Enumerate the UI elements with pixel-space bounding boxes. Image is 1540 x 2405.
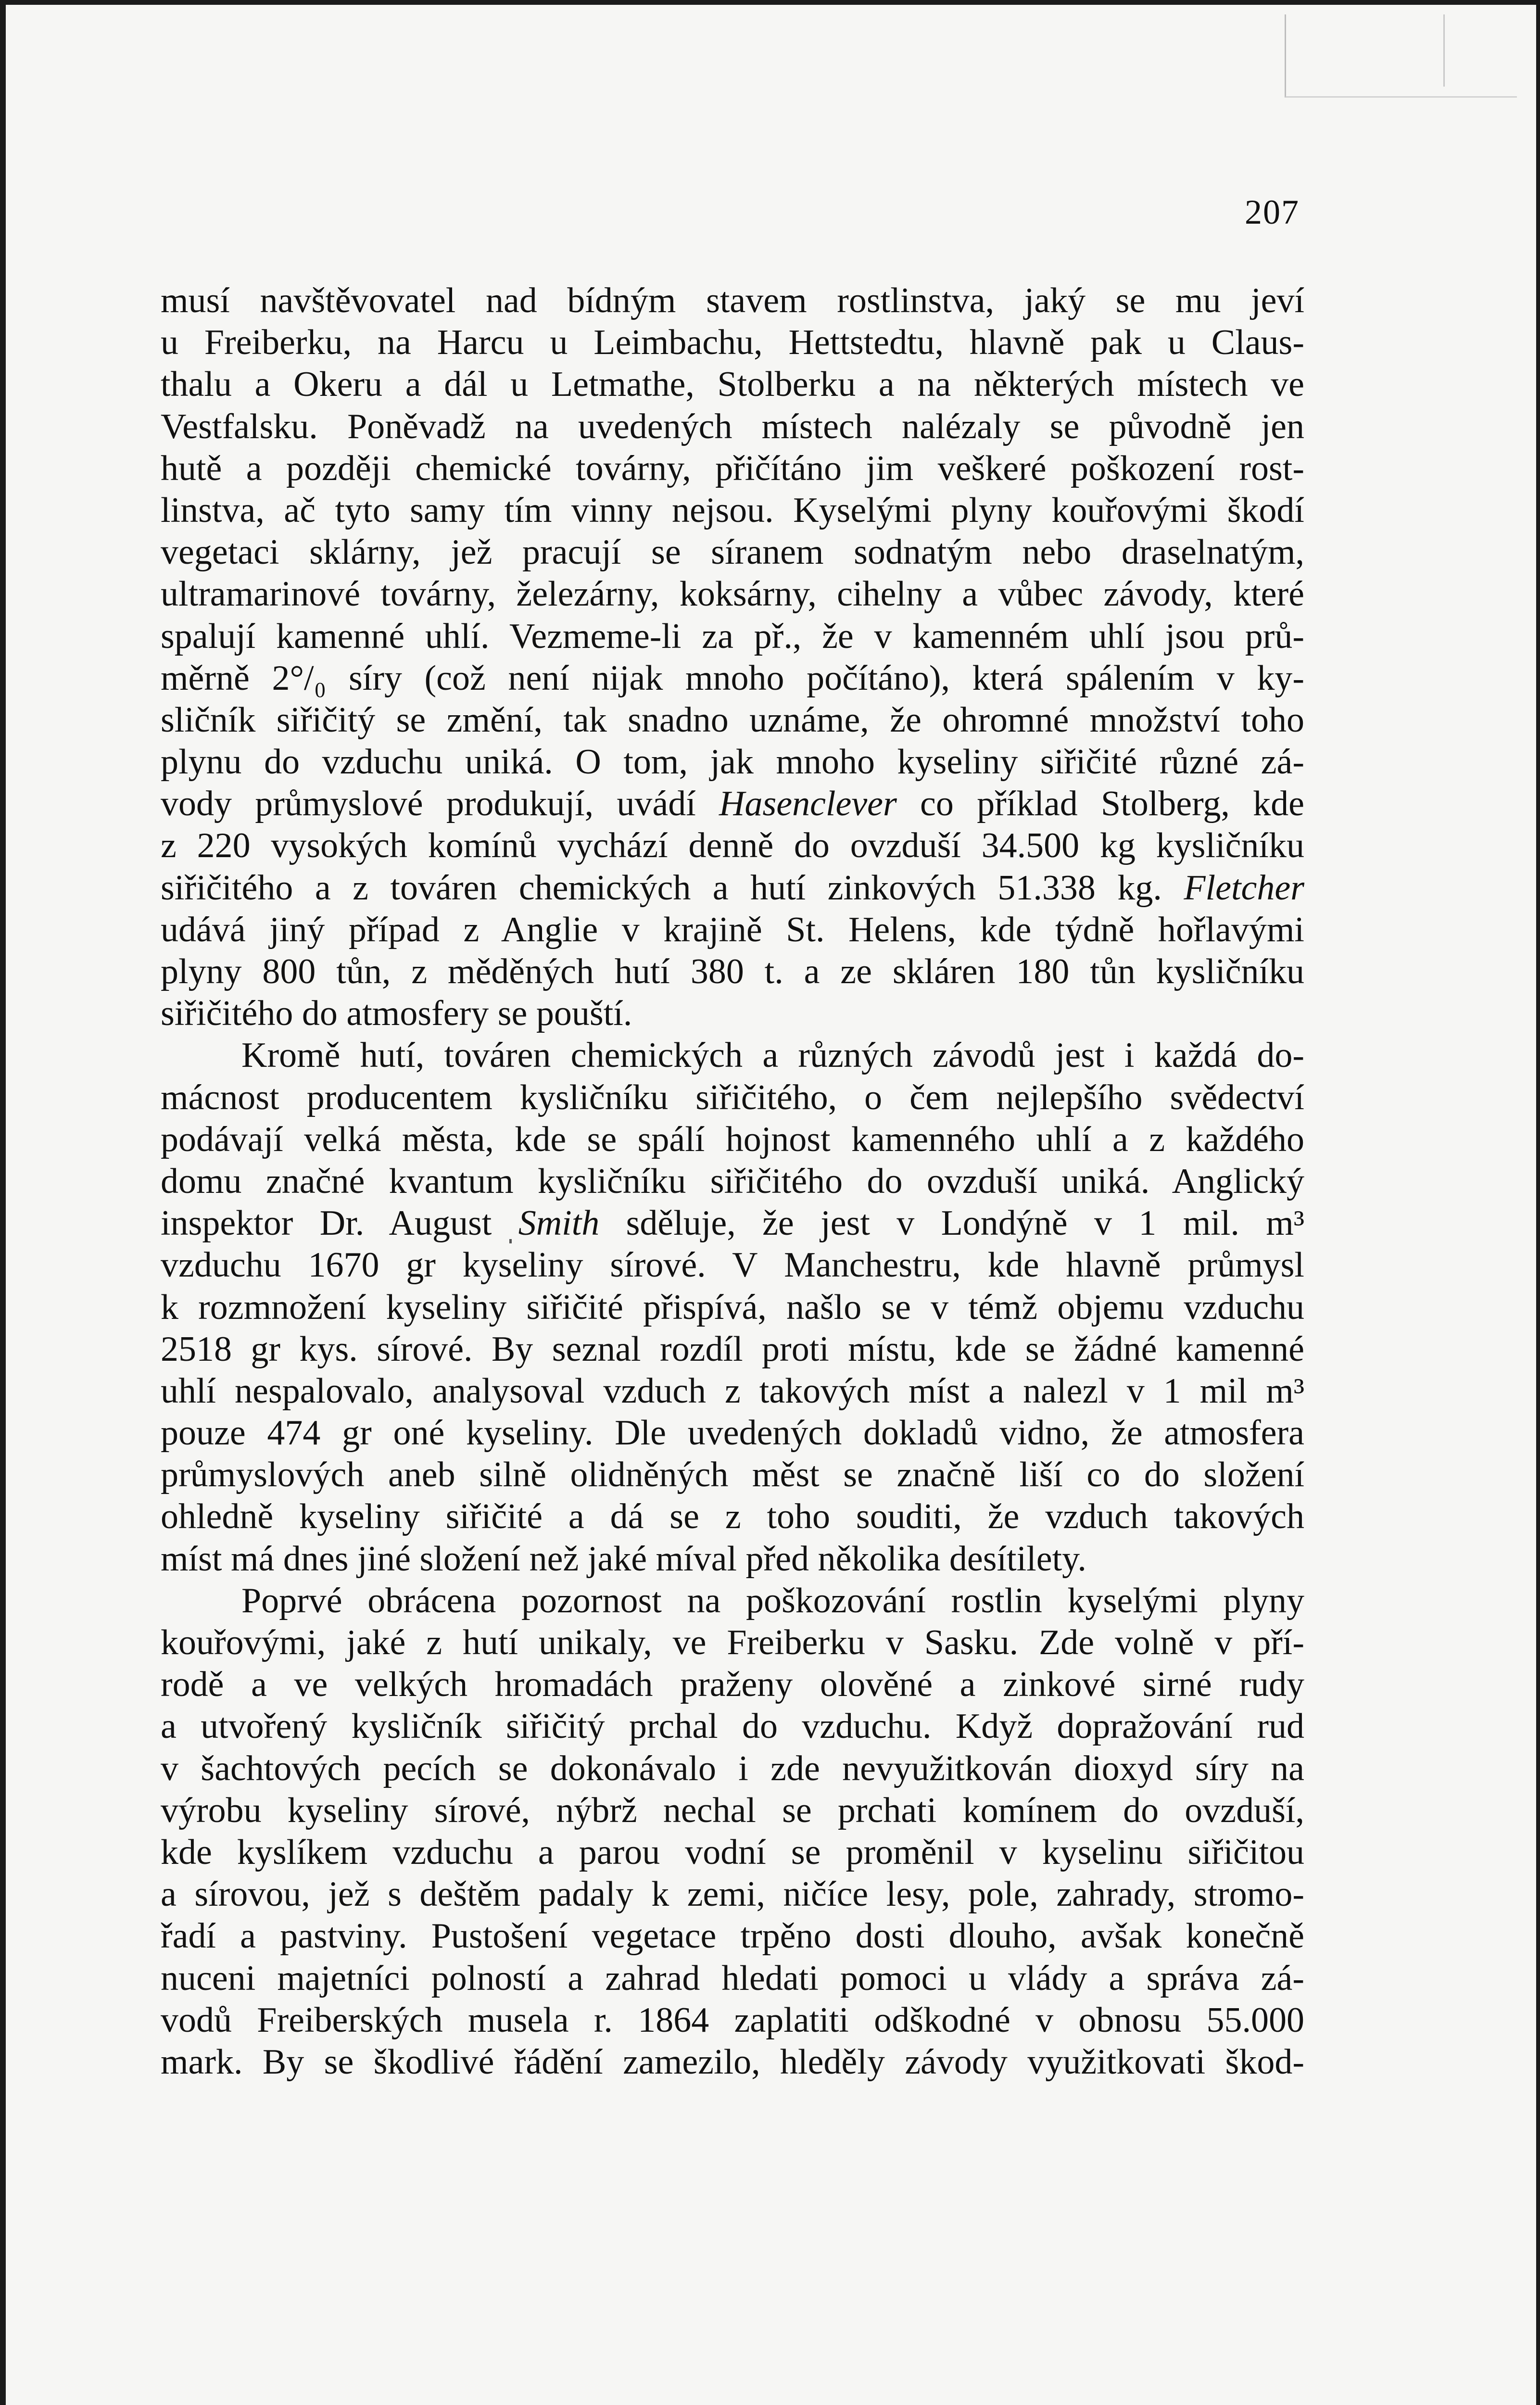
text-line: a sírovou, jež s deštěm padaly k zemi, ničíce lesy, pole, zahrady, stromo- — [161, 1874, 1304, 1914]
author-name: Smith — [518, 1203, 600, 1243]
text-line: plynu do vzduchu uniká. O tom, jak mnoho kyseliny siřičité různé zá- — [161, 742, 1304, 782]
text-line: spalují kamenné uhlí. Vezmeme-li za př., že v kamenném uhlí jsou prů- — [161, 616, 1304, 656]
book-page — [6, 5, 1536, 2405]
page-number: 207 — [1245, 193, 1300, 231]
text-line: a utvořený kysličník siřičitý prchal do vzduchu. Když dopražování rud — [161, 1707, 1304, 1747]
text-line: musí navštěvovatel nad bídným stavem rostlinstva, jaký se mu jeví — [161, 281, 1304, 320]
text-line: siřičitého a z továren chemických a hutí zinkových 51.338 kg. Fletcher — [161, 868, 1304, 908]
text-line: plyny 800 tůn, z měděných hutí 380 t. a ze skláren 180 tůn kysličníku — [161, 952, 1304, 991]
text-line: k rozmnožení kyseliny siřičité přispívá, našlo se v témž objemu vzduchu — [161, 1287, 1304, 1327]
text-line: průmyslových aneb silně olidněných měst se značně liší co do složení — [161, 1455, 1304, 1495]
text-line: domu značné kvantum kysličníku siřičitého do ovzduší uniká. Anglický — [161, 1161, 1304, 1201]
text-line: měrně 2°/₀ síry (což není nijak mnoho počítáno), která spálením v ky- — [161, 658, 1304, 698]
text-line: ultramarinové továrny, železárny, koksárny, cihelny a vůbec závody, které — [161, 574, 1304, 614]
text-line: uhlí nespalovalo, analysoval vzduch z takových míst a nalezl v 1 mil m³ — [161, 1371, 1304, 1411]
scan-edge-marks — [1285, 14, 1517, 98]
text-line: míst má dnes jiné složení než jaké míval před několika desítilety. — [161, 1539, 1086, 1579]
text-line: vody průmyslové produkují, uvádí Hasenclever co příklad Stolberg, kde — [161, 784, 1304, 824]
text-line: inspektor Dr. August Smith sděluje, že jest v Londýně v 1 mil. m³ — [161, 1203, 1305, 1243]
text-line: kouřovými, jaké z hutí unikaly, ve Freiberku v Sasku. Zde volně v pří- — [161, 1623, 1304, 1662]
text-line: nuceni majetníci polností a zahrad hledati pomoci u vlády a správa zá- — [161, 1958, 1304, 1998]
text-line: mácnost producentem kysličníku siřičitého, o čem nejlepšího svědectví — [161, 1077, 1304, 1117]
paragraph-first-line: Kromě hutí, továren chemických a různých závodů jest i každá do- — [241, 1036, 1304, 1076]
author-name: Hasenclever — [719, 784, 897, 824]
text-line: thalu a Okeru a dál u Letmathe, Stolberku a na některých místech ve — [161, 365, 1304, 405]
text-line: v šachtových pecích se dokonávalo i zde nevyužitkován dioxyd síry na — [161, 1748, 1304, 1788]
text-line: vegetaci sklárny, jež pracují se síranem sodnatým nebo draselnatým, — [161, 532, 1304, 572]
text-line: rodě a ve velkých hromadách praženy olověné a zinkové sirné rudy — [161, 1665, 1304, 1705]
text-line: z 220 vysokých komínů vychází denně do ovzduší 34.500 kg kysličníku — [161, 826, 1304, 866]
text-line: vodů Freiberských musela r. 1864 zaplatiti odškodné v obnosu 55.000 — [161, 2000, 1304, 2040]
text-line: sličník siřičitý se změní, tak snadno uznáme, že ohromné množství toho — [161, 700, 1304, 740]
text-line: řadí a pastviny. Pustošení vegetace trpěno dosti dlouho, avšak konečně — [161, 1916, 1304, 1956]
text-line: mark. By se škodlivé řádění zamezilo, hleděly závody využitkovati škod- — [161, 2042, 1304, 2082]
text-line: linstva, ač tyto samy tím vinny nejsou. Kyselými plyny kouřovými škodí — [161, 490, 1304, 530]
text-line: ohledně kyseliny siřičité a dá se z toho souditi, že vzduch takových — [161, 1497, 1304, 1537]
paragraph-first-line: Poprvé obrácena pozornost na poškozování rostlin kyselými plyny — [241, 1581, 1304, 1620]
text-line: výrobu kyseliny sírové, nýbrž nechal se prchati komínem do ovzduší, — [161, 1790, 1304, 1830]
text-line: pouze 474 gr oné kyseliny. Dle uvedených dokladů vidno, že atmosfera — [161, 1413, 1304, 1453]
text-line: udává jiný případ z Anglie v krajině St. Helens, kde týdně hořlavými — [161, 910, 1304, 949]
text-line: hutě a později chemické továrny, přičítáno jim veškeré poškození rost- — [161, 448, 1304, 488]
text-line: kde kyslíkem vzduchu a parou vodní se proměnil v kyselinu siřičitou — [161, 1832, 1304, 1872]
text-line: 2518 gr kys. sírové. By seznal rozdíl proti místu, kde se žádné kamenné — [161, 1329, 1304, 1369]
author-name: Fletcher — [1184, 868, 1304, 908]
text-line: vzduchu 1670 gr kyseliny sírové. V Manchestru, kde hlavně průmysl — [161, 1245, 1304, 1285]
text-line: u Freiberku, na Harcu u Leimbachu, Hettstedtu, hlavně pak u Claus- — [161, 323, 1304, 363]
text-line: Vestfalsku. Poněvadž na uvedených místech nalézaly se původně jen — [161, 406, 1304, 446]
text-line: siřičitého do atmosfery se pouští. — [161, 994, 632, 1034]
body-text — [161, 280, 1304, 2083]
text-line: podávají velká města, kde se spálí hojnost kamenného uhlí a z každého — [161, 1119, 1304, 1159]
